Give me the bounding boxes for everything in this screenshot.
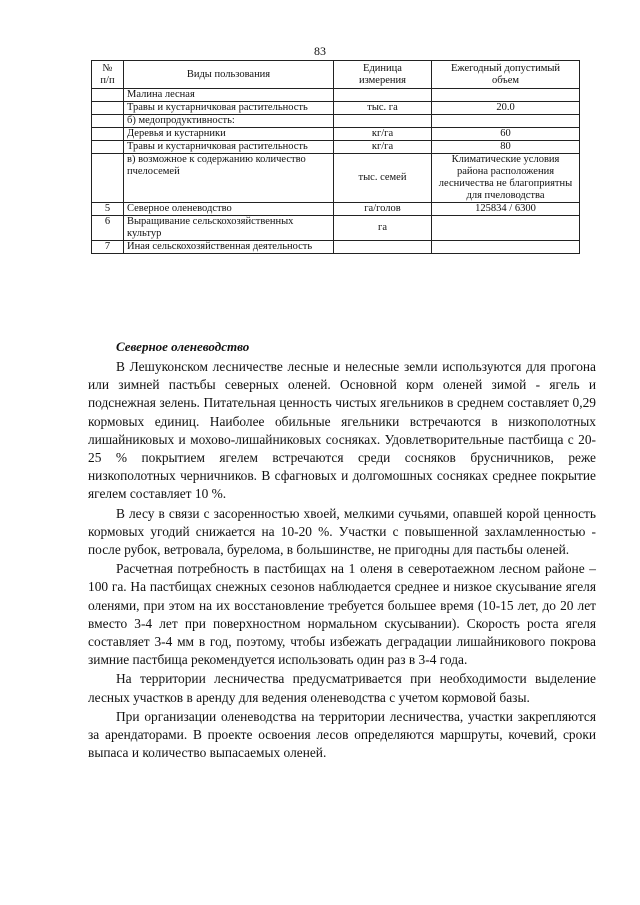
table-row bbox=[92, 241, 580, 254]
table-row bbox=[92, 154, 580, 203]
cell-unit bbox=[334, 115, 432, 128]
cell-unit: тыс. семей bbox=[334, 154, 432, 203]
cell-num bbox=[92, 128, 124, 141]
cell-type: б) медопродуктивность: bbox=[124, 115, 334, 128]
cell-type: Малина лесная bbox=[124, 89, 334, 102]
cell-volume bbox=[432, 216, 580, 241]
cell-num: 7 bbox=[92, 241, 124, 254]
table-row bbox=[92, 216, 580, 241]
cell-unit: кг/га bbox=[334, 128, 432, 141]
cell-num bbox=[92, 115, 124, 128]
cell-volume bbox=[432, 115, 580, 128]
land-use-table bbox=[91, 60, 580, 254]
cell-type: Выращивание сельскохозяйственных культур bbox=[124, 216, 334, 241]
table-row bbox=[92, 115, 580, 128]
cell-type: Травы и кустарничковая растительность bbox=[124, 141, 334, 154]
cell-volume: Климатические условия района расположения лесничества не благоприятны для пчеловодства bbox=[432, 154, 580, 203]
cell-unit bbox=[334, 241, 432, 254]
paragraph: На территории лесничества предусматривается при необходимости выделение лесных участков в аренду для ведения оленеводства с учетом кормовой базы. bbox=[88, 671, 596, 705]
cell-type: Травы и кустарничковая растительность bbox=[124, 102, 334, 115]
paragraph: В лесу в связи с засоренностью хвоей, мелкими сучьями, опавшей корой ценность кормовых угодий снижается на 10-20 %. Участки с повышенной захламленностью - после рубок, ветровала, бурелома, в большинстве, не пригодны для пастьбы оленей. bbox=[88, 505, 596, 558]
paragraph: В Лешуконском лесничестве лесные и нелесные земли используются для прогона или зимней пастьбы северных оленей. Основной корм оленей зимой - ягель и подснежная зелень. Питательная ценность чистых ягельников в среднем составляет 0,29 кормовых единиц. Наиболее обильные ягельники встречаются в низкополотных лишайниковых и мохово-лишайниковых сосняках. Удовлетворительные пастбища с 20-25 % покрытием ягелем встречаются среди сосняков брусничников, реже низкополотных черничников. В сфагновых и долгомошных сосняках среднее покрытие ягелем составляет 10 %. bbox=[88, 359, 596, 502]
cell-type: Иная сельскохозяйственная деятельность bbox=[124, 241, 334, 254]
header-volume: Ежегодный допустимый объем bbox=[432, 61, 580, 89]
header-type: Виды пользования bbox=[124, 61, 334, 89]
cell-unit: кг/га bbox=[334, 141, 432, 154]
page-number: 83 bbox=[314, 44, 326, 58]
cell-volume: 60 bbox=[432, 128, 580, 141]
table-row bbox=[92, 128, 580, 141]
cell-unit: тыс. га bbox=[334, 102, 432, 115]
cell-num: 6 bbox=[92, 216, 124, 241]
cell-unit bbox=[334, 89, 432, 102]
table-header-row bbox=[92, 61, 580, 89]
cell-volume: 125834 / 6300 bbox=[432, 203, 580, 216]
header-num: № п/п bbox=[92, 61, 124, 89]
cell-volume bbox=[432, 241, 580, 254]
cell-type: Деревья и кустарники bbox=[124, 128, 334, 141]
paragraph: При организации оленеводства на территории лесничества, участки закрепляются за арендаторами. В проекте освоения лесов определяются маршруты, кочевий, сроки выпаса и количество выпасаемых оленей. bbox=[88, 708, 596, 761]
cell-volume: 80 bbox=[432, 141, 580, 154]
cell-type: Северное оленеводство bbox=[124, 203, 334, 216]
cell-type: в) возможное к содержанию количество пчелосемей bbox=[124, 154, 334, 203]
section-title: Северное оленеводство bbox=[116, 339, 250, 354]
cell-num: 5 bbox=[92, 203, 124, 216]
header-unit: Единица измерения bbox=[334, 61, 432, 89]
cell-num bbox=[92, 89, 124, 102]
body-text bbox=[88, 358, 596, 763]
cell-volume: 20.0 bbox=[432, 102, 580, 115]
table-row bbox=[92, 203, 580, 216]
table-row bbox=[92, 89, 580, 102]
cell-num bbox=[92, 102, 124, 115]
paragraph: Расчетная потребность в пастбищах на 1 оленя в северотаежном лесном районе – 100 га. На пастбищах снежных сезонов наблюдается среднее и низкое скусывание ягеля оленями, при этом на их восстановление требуется большее время (10-15 лет, до 20 лет вместо 3-4 лет при поверхностном нормальном скусывании). Скорость роста ягеля составляет 3-4 мм в год, поэтому, чтобы избежать деградации лишайникового покрова зимние пастбища рекомендуется использовать один раз в 3-4 года. bbox=[88, 561, 596, 668]
table-row bbox=[92, 102, 580, 115]
cell-unit: га bbox=[334, 216, 432, 241]
cell-volume bbox=[432, 89, 580, 102]
table-row bbox=[92, 141, 580, 154]
cell-num bbox=[92, 141, 124, 154]
cell-num bbox=[92, 154, 124, 203]
cell-unit: га/голов bbox=[334, 203, 432, 216]
